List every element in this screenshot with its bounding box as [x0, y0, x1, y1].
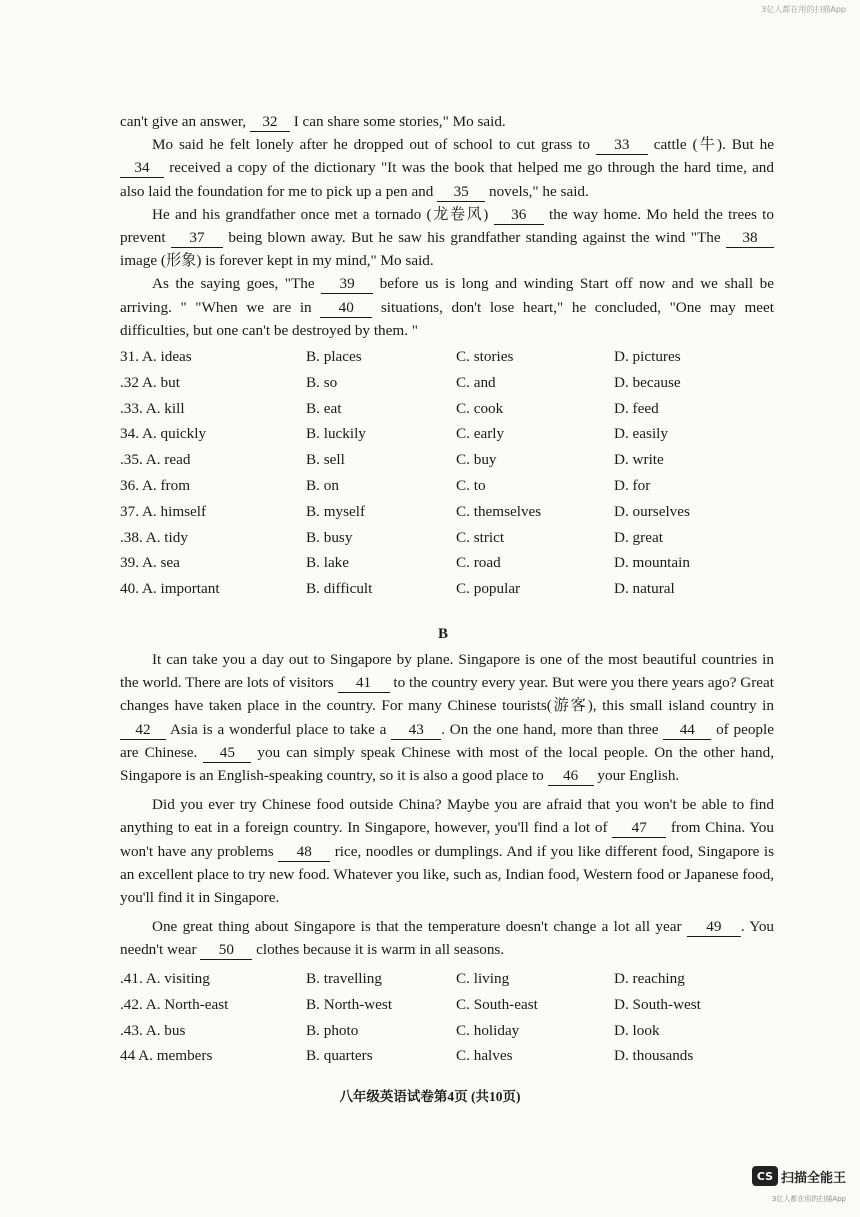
option-d[interactable]: D. ourselves — [614, 502, 690, 520]
option-c[interactable]: C. South-east — [456, 995, 538, 1013]
option-row — [120, 348, 800, 374]
option-b[interactable]: B. so — [306, 373, 338, 391]
option-d[interactable]: D. because — [614, 373, 681, 391]
option-c[interactable]: C. cook — [456, 399, 504, 417]
option-b[interactable]: B. quarters — [306, 1047, 373, 1065]
blank-48: 48 — [278, 843, 330, 862]
blank-42: 42 — [120, 721, 166, 740]
text-run: Mo said he felt lonely after he dropped out of school to cut grass to — [152, 136, 596, 154]
passage-b — [120, 648, 774, 962]
text-run: . On the one hand, more than three — [441, 720, 664, 738]
blank-37: 37 — [171, 229, 223, 248]
option-b[interactable]: B. places — [306, 348, 362, 365]
option-c[interactable]: C. stories — [456, 348, 514, 365]
text-run: clothes because it is warm in all seasons. — [252, 941, 505, 959]
text-run: the way home. Mo held the trees to prevent — [120, 205, 774, 247]
scanner-app-icon: CS — [752, 1166, 778, 1186]
option-a[interactable]: .35. A. read — [120, 451, 191, 469]
option-row — [120, 554, 800, 580]
option-c[interactable]: C. strict — [456, 528, 505, 546]
option-a[interactable]: 40. A. important — [120, 580, 220, 598]
option-a[interactable]: .38. A. tidy — [120, 528, 188, 546]
option-d[interactable]: D. mountain — [614, 554, 690, 572]
option-c[interactable]: C. holiday — [456, 1021, 520, 1039]
options-b — [120, 970, 800, 1073]
option-d[interactable]: D. South-west — [614, 995, 701, 1013]
passage-a-paragraph-3 — [120, 203, 774, 273]
text-run: As the saying goes, "The — [152, 275, 322, 293]
scanner-logo — [752, 1166, 846, 1186]
text-run: Asia is a wonderful place to take a — [166, 720, 392, 738]
top-watermark: 3亿人都在用的扫描App — [761, 5, 846, 14]
option-row — [120, 1047, 800, 1073]
option-row — [120, 400, 800, 426]
scanner-tagline: 3亿人都在用的扫描App — [771, 1195, 846, 1203]
blank-47: 47 — [612, 819, 666, 838]
passage-a-paragraph-4 — [120, 272, 774, 342]
blank-33: 33 — [596, 136, 648, 155]
passage-b-paragraph-3 — [120, 915, 774, 961]
option-a[interactable]: .41. A. visiting — [120, 970, 210, 987]
text-run: It can take you a day out to Singapore by plane. Singapore is one of the most beautiful countries in the world. There are lots of visitors — [120, 651, 774, 692]
option-b[interactable]: B. busy — [306, 528, 353, 546]
option-b[interactable]: B. photo — [306, 1021, 359, 1039]
option-row — [120, 970, 800, 996]
option-c[interactable]: C. popular — [456, 580, 521, 598]
text-run: of people are Chinese. — [120, 720, 774, 761]
scanner-app-name: 扫描全能王 — [780, 1170, 846, 1186]
option-row — [120, 477, 800, 503]
option-b[interactable]: B. luckily — [306, 425, 366, 443]
option-a[interactable]: 44 A. members — [120, 1047, 213, 1065]
blank-41: 41 — [338, 674, 390, 693]
option-c[interactable]: C. themselves — [456, 502, 542, 520]
blank-38: 38 — [726, 229, 774, 248]
page-footer: 八年级英语试卷第4页 (共10页) — [339, 1089, 521, 1104]
option-row — [120, 425, 800, 451]
option-c[interactable]: C. halves — [456, 1047, 513, 1065]
option-row — [120, 374, 800, 400]
text-run: rice, noodles or dumplings. And if you like different food, Singapore is an excellent place to try new food. Whatever you like, such as, Indian food, Western food or Japanese food, you'll find it in Singapore. — [120, 842, 774, 907]
blank-39: 39 — [321, 275, 373, 294]
blank-44: 44 — [663, 721, 711, 740]
blank-35: 35 — [437, 183, 485, 202]
option-c[interactable]: C. buy — [456, 451, 497, 469]
text-run: One great thing about Singapore is that the temperature doesn't change a lot all year — [152, 918, 687, 936]
option-a[interactable]: 34. A. quickly — [120, 425, 207, 443]
option-d[interactable]: D. natural — [614, 580, 675, 598]
passage-b-paragraph-2 — [120, 793, 774, 909]
option-row — [120, 580, 800, 606]
option-row — [120, 503, 800, 529]
option-d[interactable]: D. great — [614, 528, 663, 546]
option-b[interactable]: B. travelling — [306, 970, 382, 987]
option-a[interactable]: 31. A. ideas — [120, 348, 192, 365]
option-b[interactable]: B. lake — [306, 554, 350, 572]
text-run: cattle (牛). But he — [647, 136, 774, 154]
blank-49: 49 — [687, 918, 741, 937]
option-row — [120, 529, 800, 555]
option-c[interactable]: C. road — [456, 554, 501, 572]
passage-a-paragraph-1 — [120, 110, 774, 133]
option-c[interactable]: C. and — [456, 373, 496, 391]
option-b[interactable]: B. North-west — [306, 995, 393, 1013]
option-a[interactable]: 37. A. himself — [120, 502, 207, 520]
text-run: novels," he said. — [485, 182, 589, 200]
passage-a — [120, 110, 774, 342]
option-c[interactable]: C. to — [456, 476, 486, 494]
option-a[interactable]: 36. A. from — [120, 476, 191, 494]
text-run: received a copy of the dictionary "It was the book that helped me go through the hard time, and also laid the foundation for me to pick up a pen and — [120, 159, 774, 200]
option-b[interactable]: B. myself — [306, 502, 366, 520]
text-run: He and his grandfather once met a tornado (龙卷风) — [152, 205, 494, 223]
option-d[interactable]: D. thousands — [614, 1047, 694, 1065]
passage-b-paragraph-1 — [120, 648, 774, 787]
blank-36: 36 — [494, 206, 544, 225]
text-run: being blown away. But he saw his grandfather standing against the wind "The — [222, 229, 726, 247]
blank-32: 32 — [250, 113, 290, 132]
option-row — [120, 996, 800, 1022]
text-run: image (形象) is forever kept in my mind," Mo said. — [120, 252, 434, 270]
text-run: I can share some stories," Mo said. — [289, 113, 506, 130]
option-d[interactable]: D. feed — [614, 399, 659, 417]
options-a — [120, 348, 800, 606]
option-c[interactable]: C. living — [456, 970, 510, 987]
passage-a-paragraph-2 — [120, 133, 774, 203]
option-a[interactable]: .32 A. but — [120, 373, 180, 391]
option-c[interactable]: C. early — [456, 425, 505, 443]
text-run: can't give an answer, — [120, 113, 250, 130]
text-run: to the country every year. But were you there years ago? Great changes have taken place in the country. For many Chinese tourists(游客), this small island country in — [120, 674, 774, 715]
option-d[interactable]: D. easily — [614, 425, 668, 443]
option-d[interactable]: D. reaching — [614, 970, 685, 987]
option-d[interactable]: D. pictures — [614, 348, 681, 365]
option-a[interactable]: .43. A. bus — [120, 1021, 186, 1039]
option-a[interactable]: .33. A. kill — [120, 399, 185, 417]
text-run: before us is long and winding Start off now and we shall be arriving. " "When we are in — [120, 275, 774, 316]
blank-40: 40 — [320, 299, 372, 318]
option-b[interactable]: B. sell — [306, 451, 345, 469]
blank-45: 45 — [203, 744, 251, 763]
option-b[interactable]: B. on — [306, 476, 339, 494]
text-run: you can simply speak Chinese with most of the local people. On the other hand, Singapore is an English-speaking country, so it is also a good place to — [120, 743, 775, 785]
text-run: . You needn't wear — [120, 918, 775, 959]
option-a[interactable]: .42. A. North-east — [120, 995, 229, 1013]
text-run: your English. — [593, 767, 680, 785]
text-run: situations, don't lose heart," he concluded, "One may meet difficulties, but one can't be destroyed by them. " — [120, 298, 774, 339]
blank-46: 46 — [548, 767, 594, 786]
text-run: Did you ever try Chinese food outside China? Maybe you are afraid that you won't be able to find anything to eat in a foreign country. In Singapore, however, you'll find a lot of — [120, 796, 774, 837]
blank-43: 43 — [391, 721, 441, 740]
text-run: from China. You won't have any problems — [120, 819, 774, 860]
section-b-heading: B — [438, 626, 449, 642]
option-d[interactable]: D. for — [614, 476, 651, 494]
option-row — [120, 1022, 800, 1048]
option-d[interactable]: D. look — [614, 1021, 660, 1039]
option-row — [120, 451, 800, 477]
option-b[interactable]: B. difficult — [306, 580, 373, 598]
blank-50: 50 — [200, 941, 252, 960]
option-b[interactable]: B. eat — [306, 399, 342, 417]
option-d[interactable]: D. write — [614, 451, 664, 469]
option-a[interactable]: 39. A. sea — [120, 554, 180, 572]
blank-34: 34 — [120, 159, 164, 178]
